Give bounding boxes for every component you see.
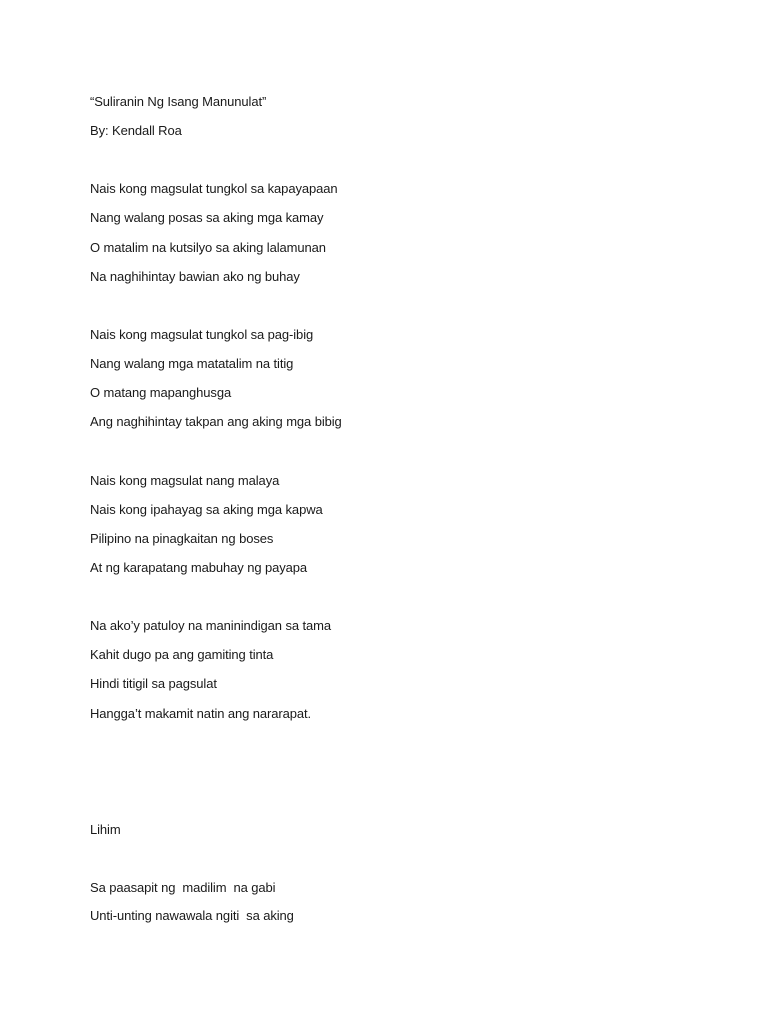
- poem-line: O matang mapanghusga: [90, 385, 232, 400]
- poem-line: Unti-unting nawawala ngiti sa aking: [90, 908, 294, 923]
- poem-title: “Suliranin Ng Isang Manunulat”: [90, 94, 267, 109]
- poem-line: O matalim na kutsilyo sa aking lalamunan: [90, 240, 326, 255]
- poem-line: Sa paasapit ng madilim na gabi: [90, 880, 276, 895]
- poem-line: Nais kong magsulat tungkol sa pag-ibig: [90, 327, 314, 342]
- poem-line: Na ako’y patuloy na maninindigan sa tama: [90, 618, 331, 633]
- poem-title: Lihim: [90, 822, 121, 837]
- poem-line: Nais kong ipahayag sa aking mga kapwa: [90, 502, 323, 517]
- poem-line: Nang walang posas sa aking mga kamay: [90, 210, 324, 225]
- poem-line: Hindi titigil sa pagsulat: [90, 676, 217, 691]
- poem-line: Na naghihintay bawian ako ng buhay: [90, 269, 300, 284]
- poem-line: Pilipino na pinagkaitan ng boses: [90, 531, 274, 546]
- poem-line: Hangga’t makamit natin ang nararapat.: [90, 706, 312, 721]
- poem-line: Nang walang mga matatalim na titig: [90, 356, 294, 371]
- poem-author: By: Kendall Roa: [90, 123, 182, 138]
- poem-line: Nais kong magsulat tungkol sa kapayapaan: [90, 181, 338, 196]
- poem-line: Nais kong magsulat nang malaya: [90, 473, 280, 488]
- poem-line: Ang naghihintay takpan ang aking mga bibig: [90, 414, 342, 429]
- poem-line: At ng karapatang mabuhay ng payapa: [90, 560, 308, 575]
- poem-line: Kahit dugo pa ang gamiting tinta: [90, 647, 274, 662]
